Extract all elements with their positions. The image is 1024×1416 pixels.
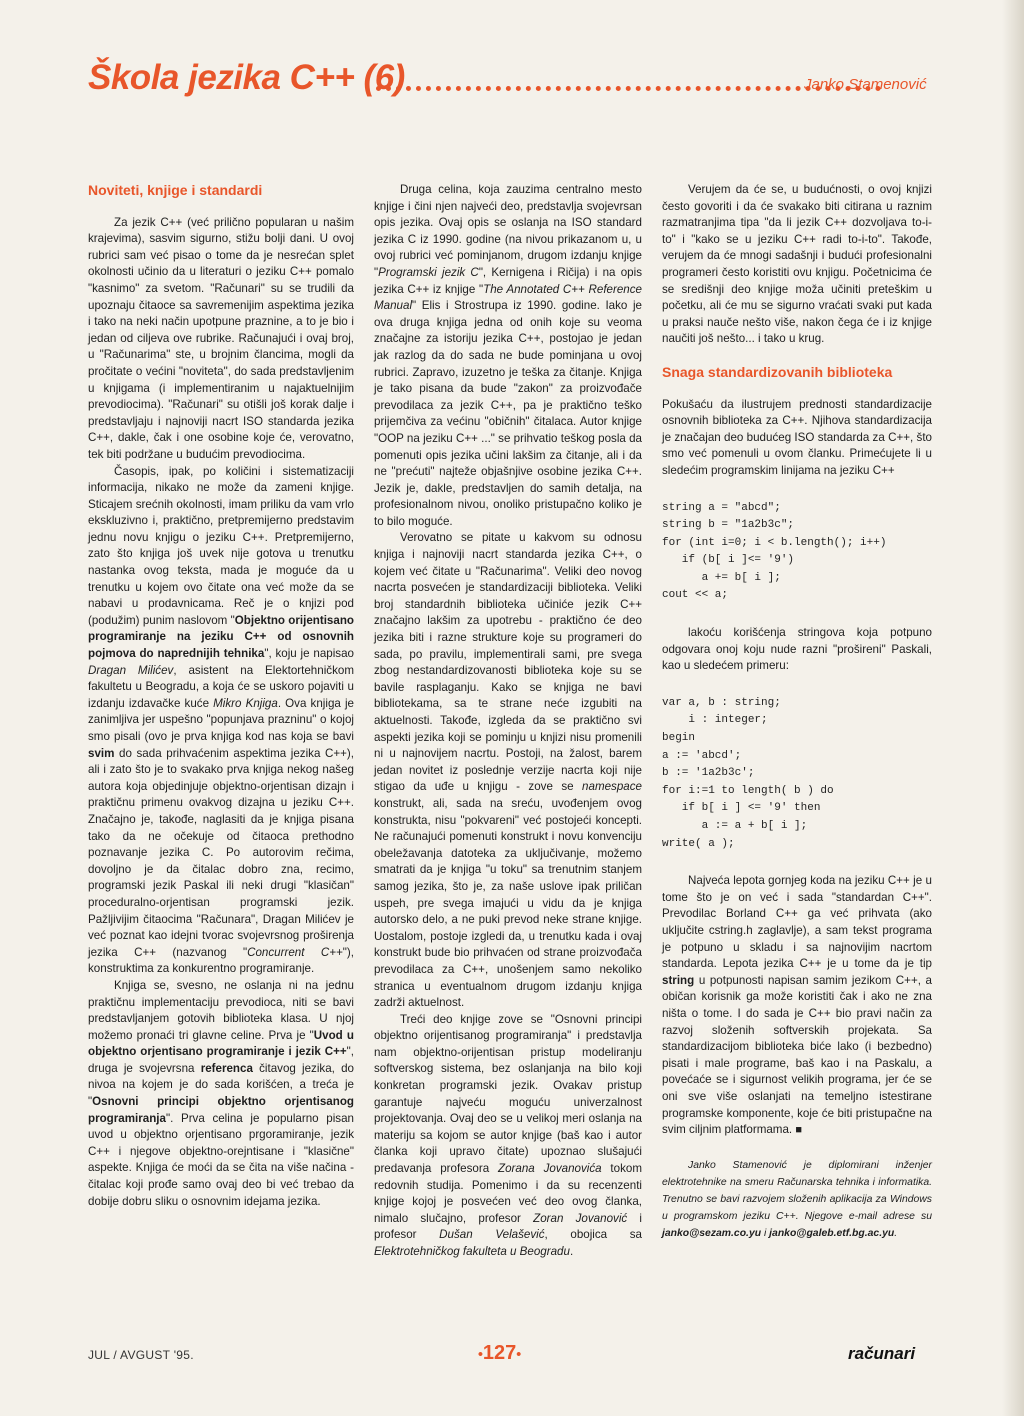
article-header <box>88 58 948 108</box>
column-1 <box>88 182 354 1210</box>
code-block-pascal: var a, b : string; i : integer; begin a := 'abcd'; b := '1a2b3c'; for i:=1 to length( b ) do if b[ i ] <= '9' then a := a + b[ i ]; write( a ); <box>662 696 834 850</box>
code-block-cpp: string a = "abcd"; string b = "1a2b3c"; for (int i=0; i < b.length(); i++) if (b[ i ]<= '9') a += b[ i ]; cout << a; <box>662 501 887 602</box>
paragraph: Treći deo knjige zove se "Osnovni principi objektno orijentisanog programiranja" i predstavlja nam objektno-orijentisan pristup modeliranju softverskog sistema, bez oslanjanja na bilo koji konkretan programski jezik. Ovakav pristup garantuje najveću moguću univerzalnost projektovanja. Ovaj deo se u velikoj meri oslanja na materiju sa kojom se autor knjige (baš kao i autor članka koji upravo čitate) upoznao slušajući predavanja profesora Zorana Jovanovića tokom redovnih studija. Pomenimo i da su recenzenti knjige kojoj je posvećen već deo ovog članka, nimalo slučajno, profesor Zoran Jovanović i profesor Dušan Velašević, obojica sa Elektrotehničkog fakulteta u Beogradu. <box>374 1012 643 1258</box>
column-2 <box>374 182 642 1261</box>
paragraph: Pokušaću da ilustrujem prednosti standardizacije osnovnih biblioteka za C++. Njihova standardizacija je značajan deo budućeg ISO standarda za C++, što smo već pomenuli u ovom članku. Primećujete li u sledećim programskim linijama na jeziku C++ <box>662 397 932 477</box>
paragraph: Verovatno se pitate u kakvom su odnosu knjiga i najnoviji nacrt standarda jezika C++, o kojem već čitate u "Računarima". Veliki deo novog nacrta posvećen je standardizaciji biblioteka. Veliki broj standardnih biblioteka učiniće jezik C++ značajno lakšim za upotrebu - praktično će deo jezika biti i razne strukture koje su programeri do sada, po pravilu, implementirali sami, pre svega zbog nestandardizovanosti biblioteka koje su se bavile rasplaganju. Kako se knjiga ne bavi bibliotekama, sa te strane neće izgubiti na aktuelnosti. Takođe, izgleda da se praktično svi aspekti jezika koji se pominju u knjizi nisu promenili ni u najnovijem nacrtu. Postoji, na žalost, barem jedan novitet iz poslednje verzije nacrta koji nije stigao da uđe u knjigu - zove se namespace konstrukt, ali, sada na sreću, uvođenjem ovog konstrukta, nisu "pokvareni" već postojeći koncepti. Ne računajući pomenuti konstrukt i novu konvenciju obeležavanja datoteka za uključivanje, možemo smatrati da je knjiga "u toku" sa trenutnim stanjem samog jezika, što je, za naše uslove ipak priličan uspeh, pre svega imajući u vidu da je knjiga autorsko delo, a ne puki prevod neke strane knjige. Uostalom, postoje izgledi da, u trenutku kada i ovaj konstrukt bude bio prihvaćen od strane proizvođača prevodilaca za C++, unošenjem samo nekoliko stranica u eventualnom drugom izdanju knjiga zadrži aktuelnost. <box>374 531 642 1010</box>
paragraph: Časopis, ipak, po količini i sistematizaciji informacija, nikako ne može da zameni knjige. Sticajem srećnih okolnosti, imam priliku da vam vrlo ekskluzivno i, praktično, pretpremijerno predstavim jednu novu knjigu o jeziku C++. Pretpremijerno, zato što knjiga još uvek nije gotova u trenutku nastanka ovog teksta, mada je moguće da u trenutku u kojem ovo čitate ona već može da se nabavi u prodavnicama. Reč je o knjizi pod (podužim) punim naslovom "Objektno orijentisano programiranje na jeziku C++ od osnovnih pojmova do naprednijih tehnika", koju je napisao Dragan Milićev, asistent na Elektortehničkom fakultetu u Beogradu, a koja će se uskoro pojaviti u izdanju izdavačke kuće Mikro Knjiga. Ova knjiga je zanimljiva jer uspešno "popunjava prazninu" o kojoj smo pisali (ovo je prva knjiga kod nas koja se bavi svim do sada prihvaćenim aspektima jezika C++), ali i zato što je to svakako prva knjiga nekog našeg autora koja objedinjuje objektno-orjentisan dizajn i praktičnu primenu ovakvog dizajna u jeziku C++. Značajno je, takođe, naglasiti da je knjiga pisana tako da ne očekuje od čitaoca prethodno poznavanje jezika C. Po autorovim rečima, dovoljno je da čitalac dobro zna, recimo, programski jezik Paskal ili neki drugi "klasičan" proceduralno-orjentisan programski jezik. Pažljivijim čitaocima "Računara", Dragan Milićev je već poznat kao idejni tvorac svojevrsnog proširenja jezika C++ (nazvanog "Concurrent C++"), konstruktima za konkurentno programiranje. <box>88 464 354 976</box>
article-title: Škola jezika C++ (6) <box>88 58 405 97</box>
bullet-icon: • <box>478 1345 483 1362</box>
paragraph: Druga celina, koja zauzima centralno mesto knjige i čini njen najveći deo, predstavlja svojevrsan opis jezika. Ovaj opis se oslanja na ISO standard jezika C iz 1990. godine (na nivou prikazanom u, u ovoj rubrici već pominjanom, drugom izdanju knjige "Programski jezik C", Kernigena i Ričija) i na opis jezika C++ iz knjige "The Annotated C++ Reference Manual" Elis i Strostrupa iz 1990. godine. Iako je ova druga knjiga jedna od onih koje su veoma značajne za istoriju jezika C++, postojao je jedan jak razlog da do sada ne bude pominjana u ovoj rubrici. Zapravo, izuzetno je teška za čitanje. Knjiga je tako pisana da bude "zakon" za proizvođače prevodilaca za jezik C++, pa je praktično teško prijemčiva za većinu "običnih" čitalaca. Autor knjige "OOP na jeziku C++ ..." se prihvatio teškog posla da pomenuti opis jezika učini lakšim za čitanje, ali i da ne "prećuti" najteže objašnjive osobine jezika C++. Jezik je, dakle, predstavljen do samih detalja, na profesionalnom nivou, onoliko pristupačno koliko je to bilo moguće. <box>374 183 642 528</box>
page-number: •127• <box>478 1342 522 1364</box>
paragraph: Knjiga se, svesno, ne oslanja ni na jednu praktičnu implementaciju prevodioca, niti se bavi predstavljanjem gotovih biblioteka klasa. U njoj možemo pronaći tri glavne celine. Prva je "Uvod u objektno orjentisano programiranje i jezik C++", druga je svojevrsna referenca čitavog jezika, do nivoa na kojem je do sada korišćen, a treća je "Osnovni principi objektno orjentisanog programiranja". Prva celina je popularno pisan uvod u objektno orjentisano prgoramiranje, jezik C++ i njegove objektno-orejntisane i "klasične" aspekte. Knjiga će moći da se čita na više načina - čitalac koji prođe samo ovaj deo bi već trebao da dobije dobru sliku o osnovnim idejama jezika. <box>88 978 354 1208</box>
section-heading-snaga: Snaga standardizovanih biblioteka <box>662 363 893 380</box>
magazine-logo: računari <box>848 1344 916 1363</box>
end-of-article-mark: ■ <box>795 1124 803 1137</box>
article-author: Janko Stamenović <box>804 76 927 93</box>
paragraph: Za jezik C++ (već prilično popularan u našim krajevima), sasvim sigurno, stižu bolji dani. U ovoj rubrici sam već pisao o tome da je nesrećan splet okolnosti učinio da u literaturi o jeziku C++ pomalo "kasnimo" za svetom. "Računari" su se trudili da upoznaju čitaoce sa savremenijim aspektima jezika i tako na neki način upotpune praznine, a to je bio i jedan od ciljeva ove rubrike. Računajući i ovaj broj, u "Računarima" ste, u brojnim člancima, mogli da pročitate o većini "noviteta", do sada predstavljenim u knjigama (i implementiranim u najaktuelnijim prevodiocima). "Računari" su otišli još korak dalje i predstavljaju i najnoviji nacrt ISO standarda jezika C++, dakle, čak i one osobine koje će, verovatno, tek biti podržane u budućim prevodiocima. <box>88 215 354 461</box>
email-address[interactable]: janko@galeb.etf.bg.ac.yu <box>769 1227 895 1239</box>
paragraph: Verujem da će se, u budućnosti, o ovoj knjizi često govoriti i da će svakako biti citirana u raznim razmatranjima tipa "da li jezik C++ dozvoljava to-i-to" i "kako se u jeziku C++ radi to-i-to". Takođe, verujem da će mnogi sadašnji i budući profesionalni programeri često koristiti ovu knjigu. Početnicima će se središnji deo knjige moža učiniti preteškim u početku, ali će mu se sigurno vraćati svaki put kada u praksi nauče nešto više, nakon čega će i iz knjige naučiti još nešto... i tako u krug. <box>662 183 932 346</box>
issue-date: JUL / AVGUST '95. <box>88 1348 194 1362</box>
paragraph: Najveća lepota gornjeg koda na jeziku C++ je u tome što je on već i sada "standardan C++". Prevodilac Borland C++ ga već prihvata (ako uključite cstring.h zaglavlje), a sam tekst programa je potpuno u skladu i sa najnovijim nacrtom standarda. Lepota jezika C++ je u tome da je tip string u potpunosti napisan samim jezikom C++, a običan korisnik ga može koristiti čak i ako ne zna ništa o tome. I do sada je C++ bio pravi način za razvoj složenih softverskih projekata. Sa standardizacijom biblioteka biće lako (i bezbedno) pisati i male programe, baš kao i na Paskalu, a povećaće se i sigurnost velikih programa, jer će se oni sve više oslanjati na temeljno istestirane programske komponente, koje će biti pristupačne na svim ciljnim platformama. ■ <box>662 874 932 1137</box>
email-address[interactable]: janko@sezam.co.yu <box>662 1227 762 1239</box>
section-heading-noviteti: Noviteti, knjige i standardi <box>88 182 263 198</box>
author-bio: Janko Stamenović je diplomirani inženjer elektrotehnike na smeru Računarska tehnika i informatika. Trenutno se bavi razvojem složenih aplikacija za Windows u programskom jeziku C++. Njegove e-mail adrese su janko@sezam.co.yu i janko@galeb.etf.bg.ac.yu. <box>662 1159 932 1239</box>
paragraph: lakoću korišćenja stringova koja potpuno odgovara onoj koju nude razni "prošireni" Paskali, kao u sledećem primeru: <box>662 626 932 673</box>
column-3 <box>662 182 932 1242</box>
page-edge-shadow <box>1002 0 1024 1416</box>
bullet-icon: • <box>516 1345 522 1362</box>
